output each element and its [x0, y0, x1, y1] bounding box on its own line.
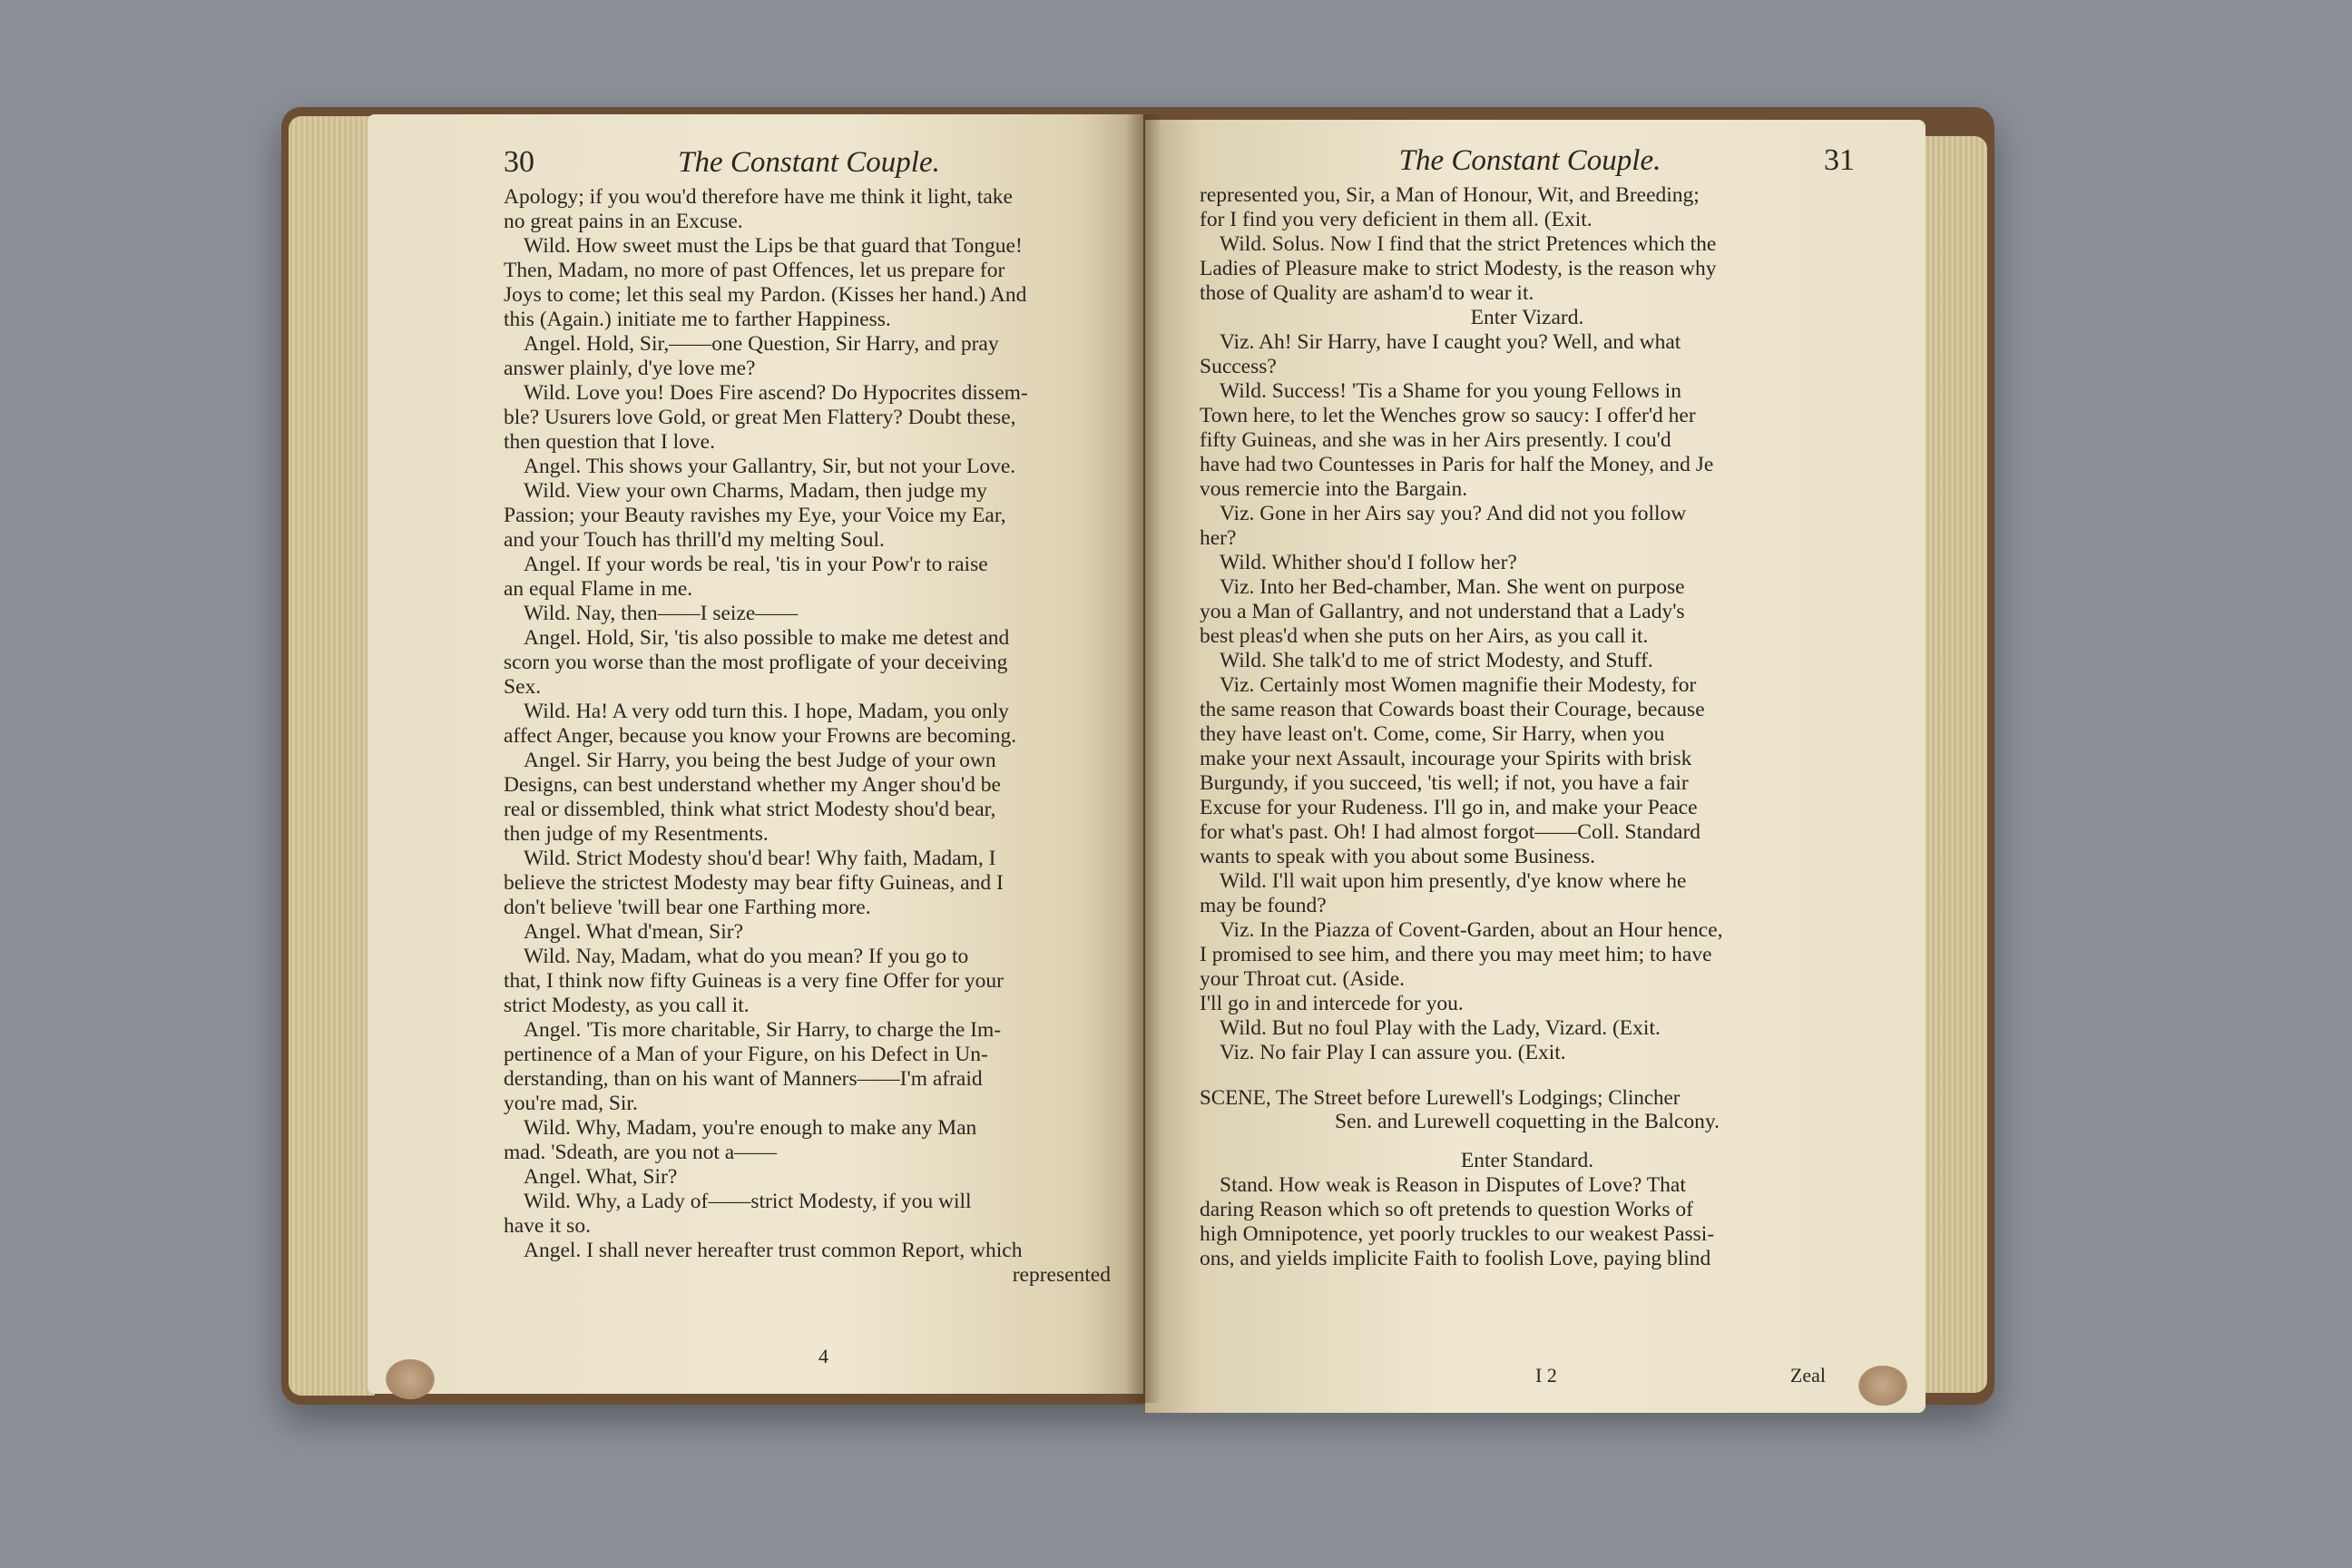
text-line: real or dissembled, think what strict Modesty shou'd bear, — [504, 798, 996, 821]
text-line: Wild. She talk'd to me of strict Modesty, and Stuff. — [1220, 649, 1653, 672]
text-line: Wild. I'll wait upon him presently, d'ye know where he — [1220, 869, 1687, 893]
text-line: Apology; if you wou'd therefore have me think it light, take — [504, 185, 1013, 209]
text-line: Enter Vizard. — [1470, 306, 1584, 329]
right-footer — [1145, 1364, 1926, 1387]
text-line: those of Quality are asham'd to wear it. — [1200, 281, 1534, 305]
text-line: ble? Usurers love Gold, or great Men Flattery? Doubt these, — [504, 406, 1016, 429]
text-line: her? — [1200, 526, 1237, 550]
text-line: Angel. What, Sir? — [524, 1165, 678, 1189]
text-line: answer plainly, d'ye love me? — [504, 357, 756, 380]
text-line: Then, Madam, no more of past Offences, let us prepare for — [504, 259, 1005, 282]
left-page — [368, 114, 1143, 1394]
left-page-number: 30 — [504, 145, 534, 179]
right-title: The Constant Couple. — [1398, 144, 1661, 177]
right-page — [1145, 120, 1926, 1413]
text-line: scorn you worse than the most profligate of your deceiving — [504, 651, 1008, 674]
left-catchword: represented — [1012, 1263, 1111, 1287]
right-signature: I 2 — [1535, 1364, 1557, 1387]
text-line: Wild. Success! 'Tis a Shame for you young Fellows in — [1220, 379, 1681, 403]
scene-heading: SCENE, The Street before Lurewell's Lodgings; Clincher — [1200, 1086, 1681, 1109]
text-line: daring Reason which so oft pretends to question Works of — [1200, 1198, 1693, 1221]
text-line: Burgundy, if you succeed, 'tis well; if not, you have a fair — [1200, 771, 1689, 795]
text-line: Wild. Whither shou'd I follow her? — [1220, 551, 1517, 574]
left-signature: 4 — [818, 1345, 828, 1367]
text-line: vous remercie into the Bargain. — [1200, 477, 1468, 501]
text-line: make your next Assault, incourage your Spirits with brisk — [1200, 747, 1692, 770]
text-line: Stand. How weak is Reason in Disputes of Love? That — [1220, 1173, 1686, 1197]
text-line: Wild. Solus. Now I find that the strict Pretences which the — [1220, 232, 1717, 256]
text-line: Wild. How sweet must the Lips be that guard that Tongue! — [524, 234, 1023, 258]
text-line: Angel. This shows your Gallantry, Sir, but not your Love. — [524, 455, 1016, 478]
text-line: Wild. Why, Madam, you're enough to make any Man — [524, 1116, 977, 1140]
text-line: wants to speak with you about some Business. — [1200, 845, 1596, 868]
text-line: I promised to see him, and there you may meet him; to have — [1200, 943, 1712, 966]
text-line: ons, and yields implicite Faith to foolish Love, paying blind — [1200, 1247, 1711, 1270]
text-line: Viz. Certainly most Women magnifie their Modesty, for — [1220, 673, 1697, 697]
left-title: The Constant Couple. — [678, 146, 940, 179]
text-line: Sex. — [504, 675, 542, 699]
text-line: Angel. I shall never hereafter trust common Report, which — [524, 1239, 1023, 1262]
text-line: Viz. Into her Bed-chamber, Man. She went on purpose — [1220, 575, 1685, 599]
text-line: Angel. Hold, Sir, 'tis also possible to make me detest and — [524, 626, 1010, 650]
left-text-block — [504, 185, 1120, 1263]
text-line: believe the strictest Modesty may bear fifty Guineas, and I — [504, 871, 1004, 895]
scene-heading-2: Sen. and Lurewell coquetting in the Balcony. — [1335, 1110, 1720, 1133]
text-line: Angel. 'Tis more charitable, Sir Harry, to charge the Im- — [524, 1018, 1002, 1042]
text-line: fifty Guineas, and she was in her Airs presently. I cou'd — [1200, 428, 1671, 452]
text-line: high Omnipotence, yet poorly truckles to our weakest Passi- — [1200, 1222, 1715, 1246]
text-line: Wild. Ha! A very odd turn this. I hope, Madam, you only — [524, 700, 1009, 723]
text-line: Town here, to let the Wenches grow so saucy: I offer'd her — [1200, 404, 1696, 427]
text-line: Angel. Sir Harry, you being the best Judge of your own — [524, 749, 996, 772]
text-line: Wild. View your own Charms, Madam, then judge my — [524, 479, 987, 503]
right-text-block-2 — [1200, 1173, 1855, 1271]
text-line: this (Again.) initiate me to farther Happiness. — [504, 308, 891, 331]
text-line: Viz. In the Piazza of Covent-Garden, about an Hour hence, — [1220, 918, 1723, 942]
right-catchword: Zeal — [1789, 1364, 1826, 1387]
text-line: Wild. Nay, then——I seize—— — [524, 602, 799, 625]
text-line: Wild. Love you! Does Fire ascend? Do Hypocrites dissem- — [524, 381, 1028, 405]
text-line: represented you, Sir, a Man of Honour, Wit, and Breeding; — [1200, 183, 1700, 207]
right-text-block — [1200, 183, 1855, 1065]
text-line: Ladies of Pleasure make to strict Modesty, is the reason why — [1200, 257, 1717, 280]
text-line: then judge of my Resentments. — [504, 822, 769, 846]
text-line: strict Modesty, as you call it. — [504, 994, 750, 1017]
text-line: they have least on't. Come, come, Sir Harry, when you — [1200, 722, 1665, 746]
text-line: for what's past. Oh! I had almost forgot——Coll. Standard — [1200, 820, 1701, 844]
text-line: and your Touch has thrill'd my melting Soul. — [504, 528, 885, 552]
text-line: Success? — [1200, 355, 1277, 378]
left-running-head — [504, 145, 1120, 180]
stage-direction: Enter Standard. — [1460, 1149, 1594, 1172]
text-line: Angel. What d'mean, Sir? — [524, 920, 743, 944]
text-line: pertinence of a Man of your Figure, on his Defect in Un- — [504, 1043, 988, 1066]
text-line: for I find you very deficient in them all. (Exit. — [1200, 208, 1592, 231]
text-line: mad. 'Sdeath, are you not a—— — [504, 1141, 778, 1164]
text-line: derstanding, than on his want of Manners——I'm afraid — [504, 1067, 983, 1091]
right-running-head — [1200, 143, 1855, 178]
text-line: Excuse for your Rudeness. I'll go in, and make your Peace — [1200, 796, 1698, 819]
text-line: Viz. Gone in her Airs say you? And did not you follow — [1220, 502, 1687, 525]
right-page-number: 31 — [1824, 143, 1855, 177]
text-line: an equal Flame in me. — [504, 577, 693, 601]
corner-stain-right — [1858, 1366, 1907, 1406]
text-line: you a Man of Gallantry, and not understand that a Lady's — [1200, 600, 1685, 623]
corner-stain-left — [386, 1359, 435, 1399]
text-line: Designs, can best understand whether my Anger shou'd be — [504, 773, 1001, 797]
text-line: that, I think now fifty Guineas is a very fine Offer for your — [504, 969, 1004, 993]
text-line: don't believe 'twill bear one Farthing more. — [504, 896, 871, 919]
text-line: Wild. Strict Modesty shou'd bear! Why faith, Madam, I — [524, 847, 996, 870]
text-line: Joys to come; let this seal my Pardon. (Kisses her hand.) And — [504, 283, 1027, 307]
text-line: no great pains in an Excuse. — [504, 210, 743, 233]
text-line: Viz. Ah! Sir Harry, have I caught you? Well, and what — [1220, 330, 1681, 354]
text-line: Wild. Why, a Lady of——strict Modesty, if you will — [524, 1190, 972, 1213]
text-line: Passion; your Beauty ravishes my Eye, your Voice my Ear, — [504, 504, 1006, 527]
text-line: Wild. Nay, Madam, what do you mean? If you go to — [524, 945, 969, 968]
text-line: Viz. No fair Play I can assure you. (Exit. — [1220, 1041, 1566, 1064]
text-line: best pleas'd when she puts on her Airs, as you call it. — [1200, 624, 1649, 648]
page-edges-left — [289, 116, 375, 1396]
text-line: you're mad, Sir. — [504, 1092, 638, 1115]
text-line: may be found? — [1200, 894, 1327, 917]
text-line: affect Anger, because you know your Frowns are becoming. — [504, 724, 1017, 748]
text-line: then question that I love. — [504, 430, 715, 454]
book-gutter — [1125, 114, 1161, 1403]
text-line: Wild. But no foul Play with the Lady, Vizard. (Exit. — [1220, 1016, 1661, 1040]
text-line: I'll go in and intercede for you. — [1200, 992, 1464, 1015]
text-line: have had two Countesses in Paris for half the Money, and Je — [1200, 453, 1714, 476]
text-line: Angel. If your words be real, 'tis in your Pow'r to raise — [524, 553, 988, 576]
text-line: your Throat cut. (Aside. — [1200, 967, 1406, 991]
text-line: the same reason that Cowards boast their Courage, because — [1200, 698, 1705, 721]
text-line: Angel. Hold, Sir,——one Question, Sir Harry, and pray — [524, 332, 999, 356]
text-line: have it so. — [504, 1214, 591, 1238]
